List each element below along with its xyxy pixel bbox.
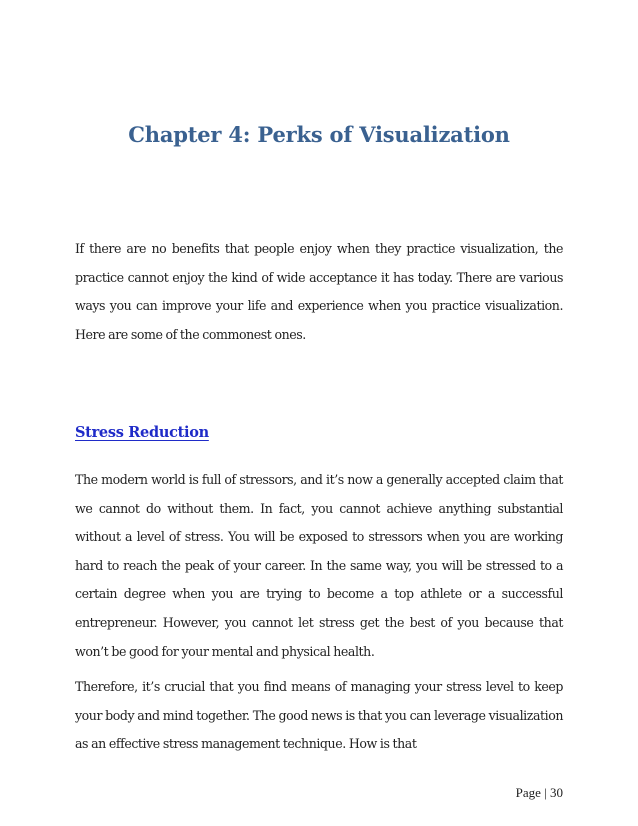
section-paragraph-2: Therefore, it’s crucial that you find means of managing your stress level to keep your body and mind together. The good news is that you can leverage visualization as an effective stress management technique. How is that (75, 679, 563, 752)
intro-paragraph: If there are no benefits that people enjoy when they practice visualization, the practice cannot enjoy the kind of wide acceptance it has today. There are various ways you can improve your life and experience when you practice visualization. Here are some of the commonest ones. (75, 241, 563, 342)
section-paragraph-1: The modern world is full of stressors, and it’s now a generally accepted claim that we cannot do without them. In fact, you cannot achieve anything substantial without a level of stress. You will be exposed to stressors when you are working hard to reach the peak of your career. In the same way, you will be stressed to a certain degree when you are trying to become a top athlete or a successful entrepreneur. However, you cannot let stress get the best of you because that won’t be good for your mental and physical health. (75, 472, 563, 659)
page-number: Page | 30 (515, 785, 563, 800)
chapter-title: Chapter 4: Perks of Visualization (128, 122, 510, 147)
section-heading-stress-reduction[interactable]: Stress Reduction (75, 424, 209, 441)
